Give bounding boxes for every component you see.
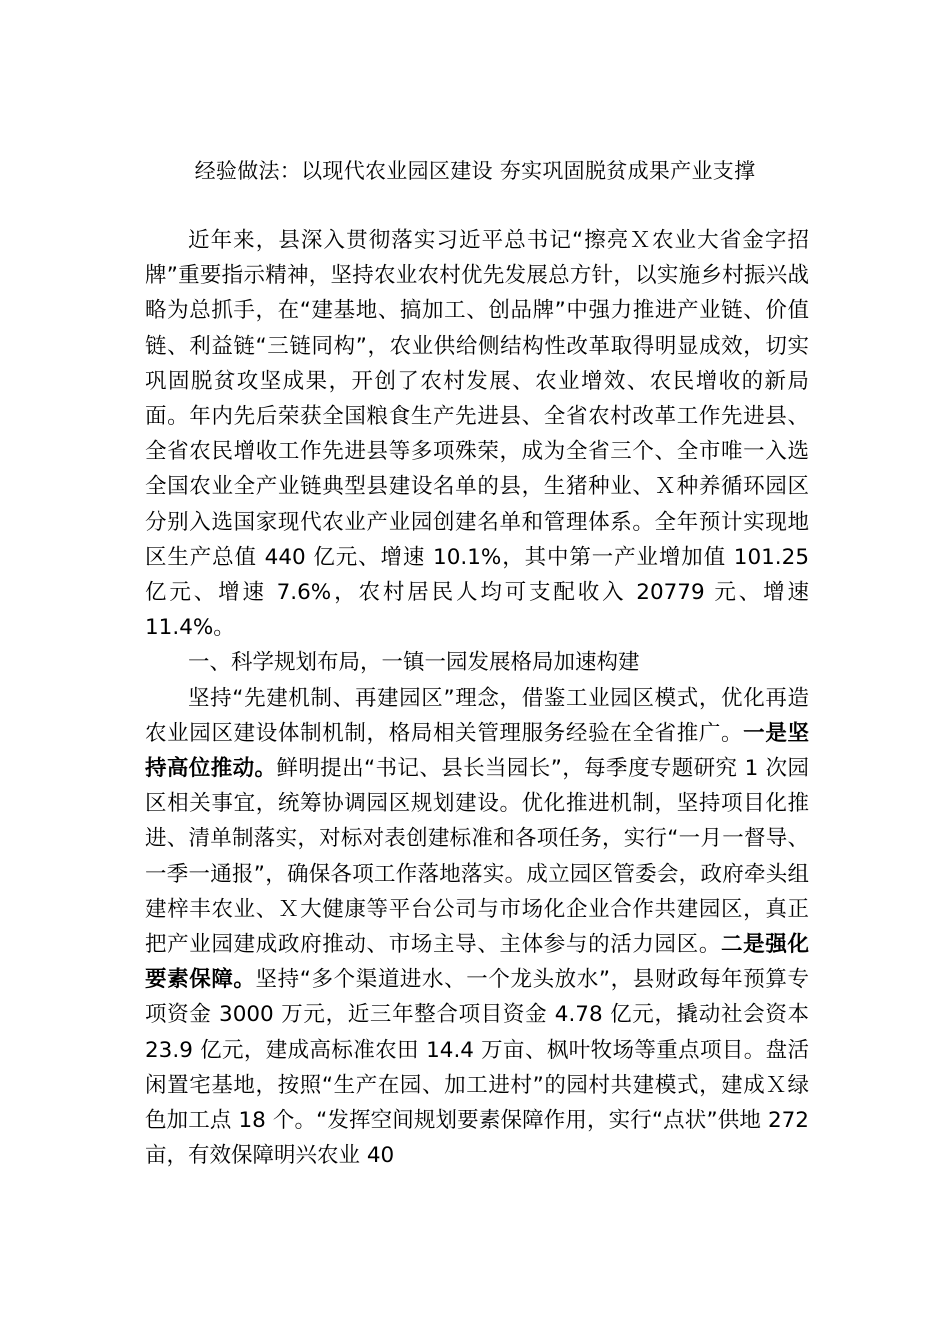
paragraph-text: 鲜明提出“书记、县长当园长”，每季度专题研究 1 次园区相关事宜，统筹协调园区规划建设。优化推进机制，坚持项目化推进、清单制落实，对标对表创建标准和各项任务，实行“一月一督导、一季一通报”，确保各项工作落地落实。成立园区管委会，政府牵头组建梓丰农业、Ｘ大健康等平台公司与市场化企业合作共建园区，真正把产业园建成政府推动、市场主导、主体参与的活力园区。: [145, 756, 809, 958]
paragraph-text: 坚持“先建机制、再建园区”理念，借鉴工业园区模式，优化再造农业园区建设体制机制，格局相关管理服务经验在全省推广。: [145, 685, 809, 746]
paragraph-text: 坚持“多个渠道进水、一个龙头放水”，县财政每年预算专项资金 3000 万元，近三年整合项目资金 4.78 亿元，撬动社会资本 23.9 亿元，建成高标准农田 14.4 万亩、枫叶牧场等重点项目。盘活闲置宅基地，按照“生产在园、加工进村”的园村共建模式，建成Ｘ绿色加工点 18 个。“发挥空间规划要素保障作用，实行“点状”供地 272 亩，有效保障明兴农业 40: [145, 967, 809, 1169]
section-paragraph: [145, 681, 809, 1174]
document-title: 经验做法：以现代农业园区建设 夯实巩固脱贫成果产业支撑: [194, 159, 756, 183]
bold-subheading: 二是强化要素保障。: [145, 932, 809, 993]
document-body: [145, 223, 809, 1173]
section-heading: 一、科学规划布局，一镇一园发展格局加速构建: [188, 650, 640, 676]
bold-subheading: 一是坚持高位推动。: [145, 720, 809, 782]
intro-paragraph: 近年来，县深入贯彻落实习近平总书记“擦亮Ｘ农业大省金字招牌”重要指示精神，坚持农业农村优先发展总方针，以实施乡村振兴战略为总抓手，在“建基地、搞加工、创品牌”中强力推进产业链、价值链、利益链“三链同构”，农业供给侧结构性改革取得明显成效，切实巩固脱贫攻坚成果，开创了农村发展、农业增效、农民增收的新局面。年内先后荣获全国粮食生产先进县、全省农村改革工作先进县、全省农民增收工作先进县等多项殊荣，成为全省三个、全市唯一入选全国农业全产业链典型县建设名单的县，生猪种业、Ｘ种养循环园区分别入选国家现代农业产业园创建名单和管理体系。全年预计实现地区生产总值 440 亿元、增速 10.1%，其中第一产业增加值 101.25 亿元、增速 7.6%，农村居民人均可支配收入 20779 元、增速 11.4%。: [145, 228, 809, 641]
